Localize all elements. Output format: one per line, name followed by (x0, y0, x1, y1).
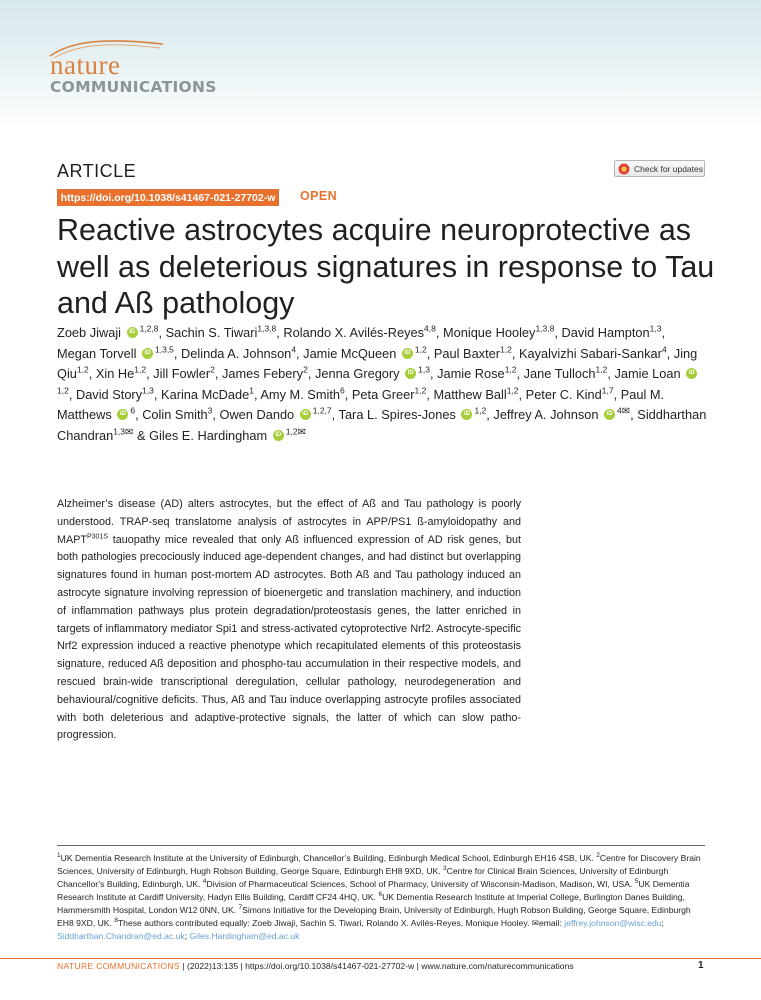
author-entry (437, 366, 516, 381)
author-affiliation-sup: 1,2 (504, 364, 517, 375)
check-updates-label: Check for updates (634, 163, 703, 174)
orcid-icon[interactable] (686, 368, 697, 379)
email-label: email: (538, 918, 565, 928)
author-affiliation-sup: 1 (249, 385, 254, 396)
author-affiliation-sup: 1,3 (113, 426, 126, 437)
author-name[interactable]: Megan Torvell (57, 345, 137, 361)
affiliations-divider (57, 845, 705, 846)
author-affiliation-sup: 1,2 (500, 344, 512, 355)
author-entry (526, 387, 614, 402)
author-affiliation-sup: 1,3 (418, 364, 430, 375)
author-name[interactable]: Jamie Rose (437, 366, 505, 382)
author-entry (96, 366, 146, 381)
author-affiliation-sup: 1,3,8 (535, 323, 555, 334)
orcid-icon[interactable] (300, 409, 311, 420)
author-entry (166, 325, 277, 340)
affiliation-number: 4 (202, 878, 207, 886)
affiliation-text: Centre for Clinical Brain Sciences, University of Edinburgh Chancellor’s Building, Edinburgh, UK. (57, 866, 669, 889)
author-entry (142, 407, 212, 422)
affiliation-number: 6 (378, 891, 383, 899)
orcid-icon[interactable] (117, 409, 128, 420)
author-entry (161, 387, 254, 402)
author-name[interactable]: David Hampton (561, 325, 650, 340)
author-entry (57, 346, 174, 361)
check-for-updates-button[interactable] (614, 160, 705, 177)
author-name[interactable]: Jenna Gregory (314, 366, 400, 382)
author-entry (76, 387, 154, 402)
affiliation-number: 1 (57, 852, 61, 860)
author-entry (434, 346, 512, 361)
author-name[interactable]: Jamie McQueen (303, 345, 397, 361)
orcid-icon[interactable] (461, 409, 472, 420)
author-name[interactable]: James Febery (222, 366, 304, 382)
author-name[interactable]: Kayalvizhi Sabari-Sankar (518, 345, 662, 361)
author-entry (153, 366, 215, 381)
author-entry (519, 346, 667, 361)
author-name[interactable]: Giles E. Hardingham (149, 427, 268, 443)
author-affiliation-sup: 1,3,8 (257, 323, 277, 334)
footer-divider (0, 958, 761, 959)
author-affiliation-sup: 2 (210, 364, 215, 375)
article-type-label: ARTICLE (57, 161, 137, 181)
affiliation-text: UK Dementia Research Institute at Cardiff University, Hadyn Ellis Building, Cardiff CF24 4HQ, UK. (57, 879, 690, 902)
affiliation-text: Simons Initiative for the Developing Brain, University of Edinburgh, Hugh Robson Building, George Square, Edinburgh EH8 9XD, UK. (57, 905, 691, 928)
author-entry (433, 387, 518, 402)
author-affiliation-sup: 1,3 (142, 385, 154, 396)
author-name[interactable]: David Story (75, 386, 143, 402)
author-name[interactable]: Owen Dando (219, 407, 295, 423)
email-link[interactable]: Giles.Hardingham@ed.ac.uk (189, 931, 300, 941)
author-affiliation-sup: 2 (303, 364, 308, 375)
orcid-icon[interactable] (273, 430, 284, 441)
author-entry (181, 346, 296, 361)
doi-link[interactable]: https://doi.org/10.1038/s41467-021-27702-w (57, 189, 279, 206)
author-name[interactable]: Jill Fowler (153, 366, 211, 382)
orcid-icon[interactable] (604, 409, 615, 420)
affiliation-text: These authors contributed equally: Zoeb Jiwaji, Sachin S. Tiwari, Rolando X. Avilés-Reyes, Monique Hooley. (117, 918, 532, 928)
page-number: 1 (698, 960, 704, 971)
author-entry (303, 346, 427, 361)
abstract-text-part1: Alzheimer’s disease (AD) alters astrocytes, but the effect of Aß and Tau pathology is poorly understood. TRAP-seq translatome analysis of astrocytes in APP/PS1 ß-amyloidopathy and MAPT (57, 498, 521, 546)
open-access-label: OPEN (300, 189, 338, 203)
author-affiliation-sup: 1,2 (474, 406, 487, 417)
email-link[interactable]: jeffrey.johnson@wisc.edu (564, 918, 662, 928)
logo-nature-text: nature (50, 50, 121, 80)
author-entry: Giles E. Hardingham iD $^{1,2}$✉ (149, 428, 306, 443)
author-name[interactable]: Colin Smith (142, 407, 208, 423)
author-affiliation-sup: 1,2 (57, 385, 69, 396)
email-link[interactable]: Siddharthan.Chandran@ed.ac.uk (57, 931, 185, 941)
email-envelope-icon: ✉ (531, 918, 539, 928)
footer-journal: NATURE COMMUNICATIONS (57, 961, 180, 971)
author-name[interactable]: Delinda A. Johnson (181, 345, 292, 361)
author-affiliation-sup: 1,2 (76, 364, 89, 375)
article-title: Reactive astrocytes acquire neuroprotective as well as deleterious signatures in response to Tau and Aß pathology (57, 213, 715, 321)
affiliation-number: 3 (442, 865, 447, 873)
author-entry (260, 387, 344, 402)
author-entry (561, 325, 661, 340)
author-name[interactable]: Matthew Ball (433, 386, 507, 402)
author-affiliation-sup: 1,2 (595, 364, 608, 375)
author-entry (219, 407, 331, 422)
author-entry (339, 407, 487, 422)
affiliations: $^1$UK Dementia Research Institute at the University of Edinburgh, Chancellor’s Building, Edinburgh Medical School, Edinburgh EH16 4SB, UK. $^2$Centre for Discovery Brain Sciences, University of Edinburgh, Hugh Robson Building, George Square, Edinburgh EH8 9XD, UK. $^3$Centre for Clinical Brain Sciences, University of Edinburgh Chancellor’s Building, Edinburgh, UK. $^4$Division of Pharmaceutical Sciences, School of Pharmacy, University of Wisconsin-Madison, Madison, WI, USA. $^5$UK Dementia Research Institute at Cardiff University, Hadyn Ellis Building, Cardiff CF24 4HQ, UK. $^6$UK Dementia Research Institute at Imperial College, Burlington Danes Building, Hammersmith Hospital, London W12 0NN, UK. $^7$Simons Initiative for the Developing Brain, University of Edinburgh, Hugh Robson Building, George Square, Edinburgh EH8 9XD, UK. $^8$These authors contributed equally: Zoeb Jiwaji, Sachin S. Tiwari, Rolando X. Avilés-Reyes, Monique Hooley. ✉email: jeffrey.johnson@wisc.edu; Siddharthan.Chandran@ed.ac.uk; Giles.Hardingham@ed.ac.uk (57, 852, 701, 941)
author-entry (315, 366, 430, 381)
author-name[interactable]: Jamie Loan (614, 366, 681, 382)
orcid-icon[interactable] (402, 348, 413, 359)
author-name[interactable]: Sachin S. Tiwari (165, 325, 258, 340)
author-affiliation-sup: 1,2 (134, 364, 147, 375)
author-name[interactable]: Karina McDade (161, 386, 250, 402)
author-name[interactable]: Monique Hooley (442, 325, 536, 340)
affiliation-text: Centre for Discovery Brain Sciences, University of Edinburgh, Hugh Robson Building, George Square, Edinburgh EH8 9XD, UK. (57, 853, 701, 876)
author-name[interactable]: Jing Qiu (57, 345, 698, 382)
author-entry (283, 325, 435, 340)
author-affiliation-sup: 4 (291, 344, 297, 355)
footer-doi[interactable]: https://doi.org/10.1038/s41467-021-27702-w (245, 961, 415, 971)
author-affiliation-sup: 4 (661, 344, 667, 355)
author-name[interactable]: Xin He (95, 366, 135, 382)
author-name[interactable]: Jane Tulloch (523, 366, 596, 382)
author-name[interactable]: Peter C. Kind (525, 386, 602, 402)
orcid-icon[interactable] (127, 327, 138, 338)
author-affiliation-sup: 1,3,5 (155, 344, 174, 355)
author-affiliation-sup: 6 (130, 406, 136, 417)
author-affiliation-sup: 1,3 (649, 323, 662, 334)
logo-communications-text: COMMUNICATIONS (50, 78, 217, 96)
author-name[interactable]: Zoeb Jiwaji (57, 325, 122, 340)
orcid-icon[interactable] (142, 348, 153, 359)
author-name[interactable]: Tara L. Spires-Jones (338, 407, 456, 423)
orcid-icon[interactable] (405, 368, 416, 379)
affiliation-text: Division of Pharmaceutical Sciences, School of Pharmacy, University of Wisconsin-Madison, Madison, WI, USA. (206, 879, 635, 889)
page-footer: NATURE COMMUNICATIONS | (2022)13:135 | https://doi.org/10.1038/s41467-021-27702-w | www.nature.com/naturecommunications (57, 961, 574, 971)
author-entry (352, 387, 426, 402)
author-name[interactable]: Amy M. Smith (260, 386, 341, 402)
author-entry (443, 325, 554, 340)
author-name[interactable]: Siddharthan Chandran (57, 407, 707, 443)
author-affiliation-sup: 1,2 (414, 344, 427, 355)
author-affiliation-sup: 4,8 (424, 323, 436, 334)
abstract-superscript: P301S (87, 533, 109, 540)
author-name[interactable]: Jeffrey A. Johnson (493, 407, 599, 423)
author-affiliation-sup: 1,2,7 (312, 406, 332, 417)
author-name[interactable]: Rolando X. Avilés-Reyes (283, 325, 424, 340)
footer-website[interactable]: www.nature.com/naturecommunications (421, 961, 574, 971)
author-affiliation-sup: 1,7 (601, 385, 614, 396)
affiliation-text: UK Dementia Research Institute at Imperial College, Burlington Danes Building, Hammersmith Hospital, London W12 0NN, UK. (57, 892, 685, 915)
author-list: Zoeb Jiwaji iD $^{1,2,8}$, Sachin S. Tiwari$^{1,3,8}$, Rolando X. Avilés-Reyes$^{4,8}$, Monique Hooley$^{1,3,8}$, David Hampton$^{1,3}$, Megan Torvell iD $^{1,3,5}$, Delinda A. Johnson$^4$, Jamie McQueen iD $^{1,2}$, Paul Baxter$^{1,2}$, Kayalvizhi Sabari-Sankar$^4$, Jing Qiu$^{1,2}$, Xin He$^{1,2}$, Jill Fowler$^2$, James Febery$^2$, Jenna Gregory iD $^{1,3}$, Jamie Rose$^{1,2}$, Jane Tulloch$^{1,2}$, Jamie Loan iD$^{1,2}$, David Story$^{1,3}$, Karina McDade$^1$, Amy M. Smith$^6$, Peta Greer$^{1,2}$, Matthew Ball$^{1,2}$, Peter C. Kind$^{1,7}$, Paul M. Matthews iD $^6$, Colin Smith$^3$, Owen Dando iD $^{1,2,7}$, Tara L. Spires-Jones iD $^{1,2}$, Jeffrey A. Johnson iD $^4$✉, Siddharthan Chandran$^{1,3}$✉ & Giles E. Hardingham iD $^{1,2}$✉ (57, 323, 707, 447)
abstract (57, 496, 521, 745)
author-entry (57, 325, 158, 340)
author-affiliation-sup: 4 (617, 406, 622, 417)
author-name[interactable]: Peta Greer (351, 386, 415, 402)
author-affiliation-sup: 3 (207, 406, 213, 417)
author-affiliation-sup: 1,2 (285, 426, 298, 437)
author-affiliation-sup: 1,2 (506, 385, 519, 396)
check-updates-icon (618, 163, 630, 175)
author-entry (222, 366, 308, 381)
affiliation-number: 2 (596, 852, 600, 860)
author-affiliation-sup: 6 (340, 385, 345, 396)
affiliation-number: 7 (238, 904, 243, 912)
author-affiliation-sup: 1,2,8 (139, 323, 159, 334)
author-entry: Siddharthan Chandran$^{1,3}$✉ (57, 407, 707, 443)
affiliation-number: 8 (114, 917, 118, 925)
author-entry: Jeffrey A. Johnson iD $^4$✉ (493, 407, 630, 422)
author-name[interactable]: Paul Baxter (433, 345, 501, 361)
author-entry (524, 366, 608, 381)
footer-citation: (2022)13:135 (186, 961, 239, 971)
abstract-text-part2: tauopathy mice revealed that only Aß influenced expression of AD risk genes, but both pathologies precociously induced age-dependent changes, and had distinct but overlapping signatures found in human post-mortem AD astrocytes. Both Aß and Tau pathology induced an astrocyte signature involving repression of bioenergetic and translation machinery, and induction of inflammation pathways plus protein degradation/proteostasis genes, the latter enriched in targets of inflammatory mediator Spi1 and stress-activated cytoprotective Nrf2. Astrocyte-specific Nrf2 expression induced a reactive phenotype which recapitulated elements of this proteostasis signature, reduced Aß deposition and phospho-tau accumulation in their respective models, and rescued brain-wide transcriptional deregulation, cellular pathology, neurodegeneration and behavioural/cognitive deficits. Thus, Aß and Tau induce overlapping astrocyte profiles associated with both deleterious and adaptive-protective signals, the latter of which can slow patho-progression. (57, 533, 521, 742)
author-name[interactable]: Paul M. Matthews (57, 386, 665, 423)
author-affiliation-sup: 1,2 (414, 385, 427, 396)
affiliation-number: 5 (634, 878, 639, 886)
affiliation-text: UK Dementia Research Institute at the University of Edinburgh, Chancellor’s Building, Edinburgh Medical School, Edinburgh EH16 4SB, UK. (60, 853, 597, 863)
